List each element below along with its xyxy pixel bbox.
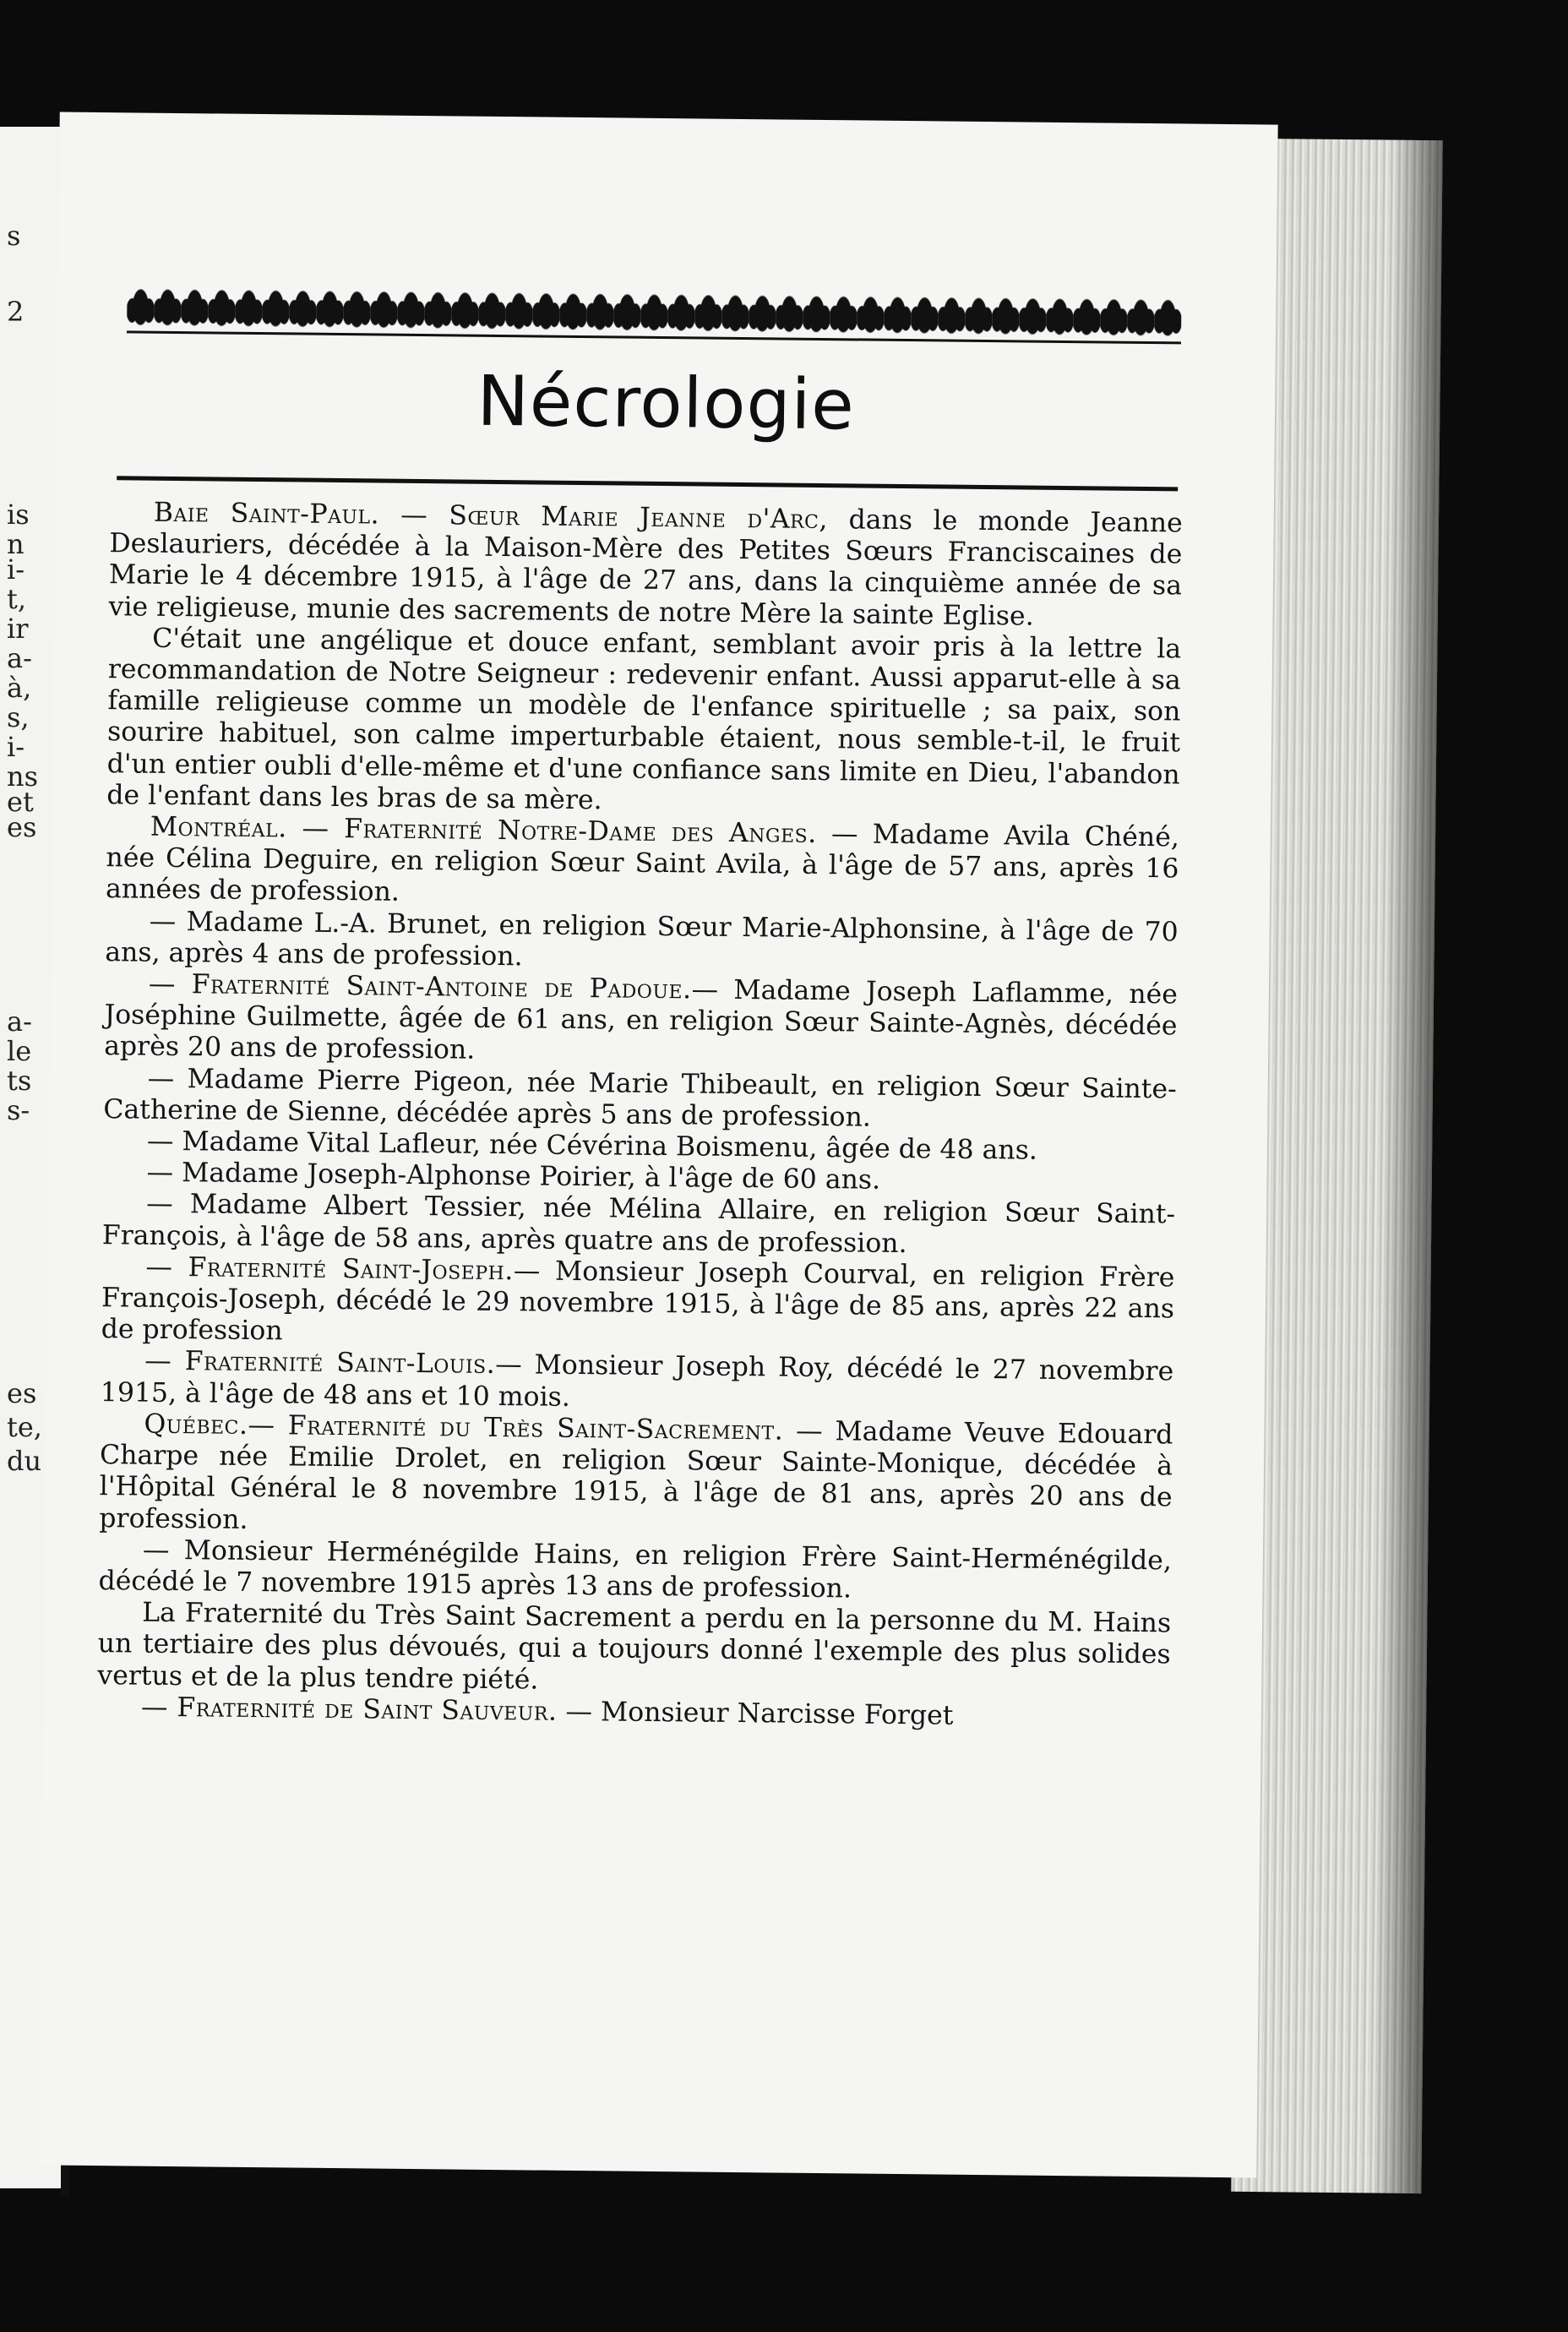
left-page-text-fragment: n [7, 528, 24, 560]
left-page-text-fragment: te, [7, 1411, 42, 1443]
entry-text: — Madame Albert Tessier, née Mélina Allaire, en religion Sœur Saint-François, à l'âge de 58 ans, après quatre ans de profession. [101, 1189, 1176, 1259]
decorative-ornament-band [127, 281, 1181, 336]
entry-text: — Madame Vital Lafleur, née Cévérina Boismenu, âgée de 48 ans. [146, 1125, 1038, 1166]
left-page-text-fragment: is [7, 499, 30, 531]
necrology-entry [101, 1251, 1174, 1357]
left-page-text-fragment: s, [7, 701, 30, 733]
left-page-text-fragment: es [7, 811, 37, 843]
entry-text: — Madame Joseph-Alphonse Poirier, à l'âge de 60 ans. [146, 1157, 881, 1196]
left-page-text-fragment: et [7, 786, 34, 818]
title-rule [117, 476, 1178, 491]
left-page-text-fragment: t, [7, 583, 27, 615]
left-page-text-fragment: a- [7, 1005, 32, 1038]
left-page-text-fragment: 2 [7, 296, 24, 328]
book-page [38, 112, 1277, 2178]
entry-text: — Monsieur Narcisse Forget [557, 1696, 954, 1731]
entry-text: — Monsieur Joseph Roy, décédé le 27 novembre 1915, à l'âge de 48 ans et 10 mois. [100, 1349, 1174, 1413]
entry-heading: Montréal. — Fraternité Notre-Dame des Anges. [150, 811, 817, 849]
left-page-text-fragment: ir [7, 613, 29, 645]
necrology-entry [104, 968, 1178, 1074]
entry-text: — Madame Joseph Laflamme, née Joséphine Guilmette, âgée de 61 ans, en religion Sœur Sainte-Agnès, décédée après 20 ans de profession. [103, 974, 1179, 1066]
necrology-entry [108, 497, 1182, 634]
left-page-text-fragment: i- [7, 731, 25, 763]
entry-text: — Monsieur Herménégilde Hains, en religion Frère Saint-Herménégilde, décédé le 7 novembre 1915 après 13 ans de profession. [98, 1534, 1173, 1605]
left-page-text-fragment: s [7, 220, 21, 252]
entry-text: — Monsieur Joseph Courval, en religion Frère François-Joseph, décédé le 29 novembre 1915, à l'âge de 85 ans, après 22 ans de profession [101, 1256, 1175, 1347]
entry-heading: — Fraternité Saint-Louis. [144, 1346, 496, 1381]
necrology-entry [101, 1346, 1174, 1420]
left-page-text-fragment: le [7, 1035, 32, 1067]
entry-heading: Baie Saint-Paul. — Sœur Marie Jeanne d'Arc, [153, 497, 829, 536]
left-page-text-fragment: s- [7, 1094, 30, 1126]
necrology-entry [106, 623, 1181, 823]
necrology-entry [99, 1408, 1173, 1545]
entry-text: — Madame L.-A. Brunet, en religion Sœur Marie-Alphonsine, à l'âge de 70 ans, après 4 ans de profession. [105, 906, 1179, 973]
entry-heading: — Fraternité Saint-Antoine de Padoue. [148, 968, 692, 1005]
entry-text: — Madame Pierre Pigeon, née Marie Thibeault, en religion Sœur Sainte-Catherine de Sienne, décédée après 5 ans de profession. [103, 1063, 1177, 1133]
page-title: Nécrologie [476, 361, 856, 446]
article-body [97, 497, 1183, 1734]
edge-shadow [1370, 140, 1442, 2193]
left-page-text-fragment: à, [7, 672, 32, 704]
entry-text: C'était une angélique et douce enfant, semblant avoir pris à la lettre la recommandation de Notre Seigneur : redevenir enfant. Aussi apparut-elle à sa famille religieuse comme un modèle de l'enfance spirituelle ; sa paix, son sourire habituel, son calme imperturbable étaient, nous semble-t-il, le fruit d'un entier oubli d'elle-même et d'une confiance sans limite en Dieu, l'abandon de l'enfant dans les bras de sa mère. [106, 623, 1182, 816]
necrology-entry [102, 1189, 1176, 1263]
left-page-text-fragment: ns [7, 760, 39, 793]
entry-text: — Madame Veuve Edouard Charpe née Emilie Drolet, en religion Sœur Sainte-Monique, décédée à l'Hôpital Général le 8 novembre 1915, à l'âge de 81 ans, après 20 ans de profession. [99, 1415, 1173, 1535]
entry-text: La Fraternité du Très Saint Sacrement a perdu en la personne du M. Hains un tertiaire des plus dévoués, qui a toujours donné l'exemple des plus solides vertus et de la plus tendre piété. [97, 1597, 1172, 1696]
entry-heading: — Fraternité Saint-Joseph. [145, 1251, 514, 1287]
entry-text: dans le monde Jeanne Deslauriers, décédée à la Maison-Mère des Petites Sœurs Franciscaines de Marie le 4 décembre 1915, à l'âge de 27 ans, dans la cinquième année de sa vie religieuse, munie des sacrements de notre Mère la sainte Eglise. [108, 504, 1183, 632]
necrology-entry [97, 1597, 1171, 1703]
left-page-text-fragment: ts [7, 1065, 32, 1097]
necrology-entry [103, 1063, 1177, 1137]
left-page-text-fragment: es [7, 1377, 37, 1409]
left-page-text-fragment: i- [7, 553, 25, 586]
necrology-entry [106, 811, 1179, 917]
entry-text: — Madame Avila Chéné, née Célina Deguire, en religion Sœur Saint Avila, à l'âge de 57 ans, après 16 années de profession. [105, 818, 1180, 908]
necrology-entry [105, 906, 1179, 980]
entry-heading: — Fraternité de Saint Sauveur. [140, 1692, 558, 1727]
left-page-text-fragment: a- [7, 642, 32, 674]
necrology-entry [98, 1534, 1172, 1609]
left-page-text-fragment: du [7, 1445, 42, 1477]
entry-heading: Québec.— Fraternité du Très Saint-Sacrement. [144, 1408, 784, 1447]
